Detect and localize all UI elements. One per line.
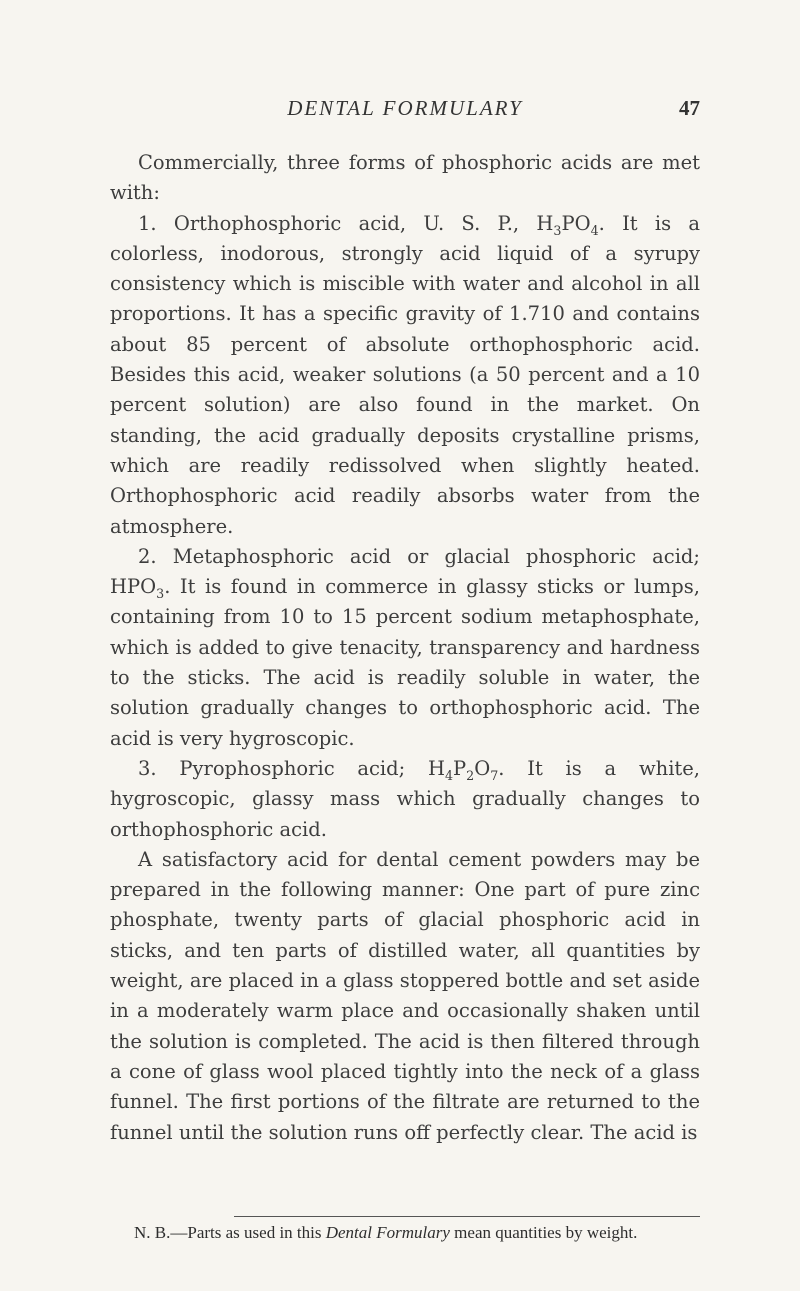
paragraph-metaphosphoric: 2. Metaphosphoric acid or glacial phosphoric acid; $HPO_3$. It is found in commerce in glassy sticks or lumps, containing from 10 to 15 percent sodium metaphosphate, which is added to give tenacity, transparency and hardness to the sticks. The acid is readily soluble in water, the solution gradually changes to orthophosphoric acid. The acid is very hygroscopic. (110, 544, 700, 750)
body-text (110, 148, 700, 1148)
page-number: 47 (679, 96, 700, 120)
paragraph-preparation: A satisfactory acid for dental cement powders may be prepared in the following manner: One part of pure zinc phosphate, twenty parts of glacial phosphoric acid in sticks, and ten parts of distilled water, all quantities by weight, are placed in a glass stoppered bottle and set aside in a moderately warm place and occasionally shaken until the solution is completed. The acid is then filtered through a cone of glass wool placed tightly into the neck of a glass funnel. The first portions of the filtrate are returned to the funnel until the solution runs off perfectly clear. The acid is (110, 847, 700, 1144)
running-header (110, 96, 700, 122)
footnote (110, 1222, 700, 1244)
footnote-text: N. B.—Parts as used in this Dental Formulary mean quantities by weight. (134, 1223, 638, 1242)
paragraph-pyrophosphoric: 3. Pyrophosphoric acid; $H_4P_2O_7$. It is a white, hygroscopic, glassy mass which gradually changes to orthophosphoric acid. (110, 756, 701, 841)
footnote-rule (234, 1216, 700, 1217)
running-title: DENTAL FORMULARY (287, 96, 523, 120)
paragraph-intro: Commercially, three forms of phosphoric acids are met with: (110, 151, 700, 205)
paragraph-orthophosphoric: 1. Orthophosphoric acid, U. S. P., $H_3PO_4$. It is a colorless, inodorous, strongly acid liquid of a syrupy consistency which is miscible with water and alcohol in all proportions. It has a specific gravity of 1.710 and contains about 85 percent of absolute orthophosphoric acid. Besides this acid, weaker solutions (a 50 percent and a 10 percent solution) are also found in the market. On standing, the acid gradually deposits crystalline prisms, which are readily redissolved when slightly heated. Orthophosphoric acid readily absorbs water from the atmosphere. (110, 211, 701, 538)
